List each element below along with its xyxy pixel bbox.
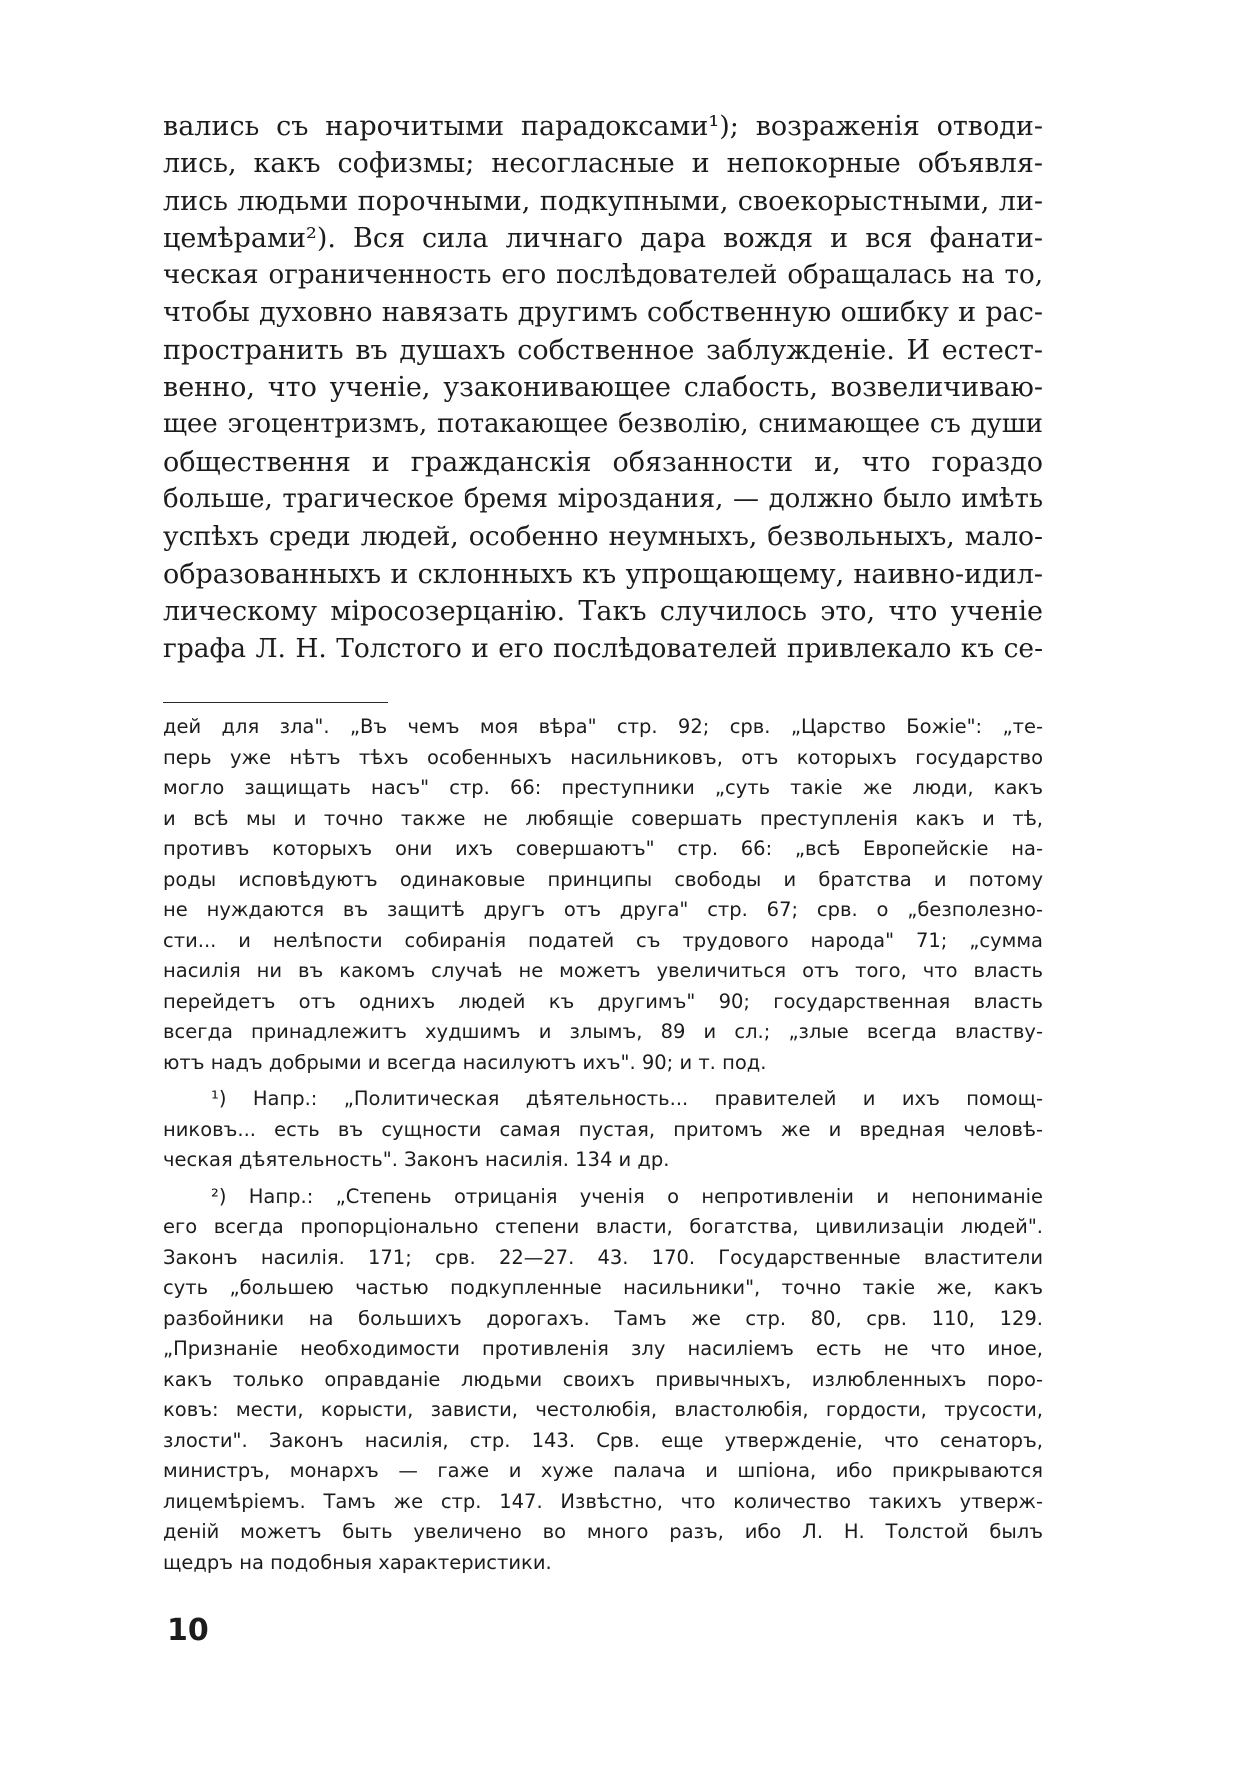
footnote-line: „Признаніе необходимости противленія злу насиліемъ есть не что иное, [163,1337,1043,1360]
footnote-line: ютъ надъ добрыми и всегда насилуютъ ихъ". 90; и т. под. [163,1050,767,1074]
footnote-line: всегда принадлежитъ худшимъ и злымъ, 89 и сл.; „злые всегда властву- [163,1020,1043,1043]
footnote-line: могло защищать насъ" стр. 66: преступники „суть такіе же люди, какъ [163,776,1043,799]
page-number: 10 [167,1613,209,1648]
main-text-line: цемѣрами²). Вся сила личнаго дара вождя и вся фанати- [163,222,1043,254]
footnote-line: сти... и нелѣпости собиранія податей съ трудового народа" 71; „сумма [163,928,1043,952]
footnote-separator [163,702,388,703]
footnote-line: не нуждаются въ защитѣ другъ отъ друга" стр. 67; срв. о „безполезно- [163,898,1043,921]
footnote-line: противъ которыхъ они ихъ совершаютъ" стр. 66: „всѣ Европейскіе на- [163,837,1043,860]
footnote-line: министръ, монархъ — гаже и хуже палача и шпіона, ибо прикрываются [163,1459,1043,1482]
footnote-line: какъ только оправданіе людьми своихъ привычныхъ, излюбленныхъ поро- [163,1367,1043,1391]
footnote-line: щедръ на подобныя характеристики. [163,1550,552,1574]
footnote-line: деній можетъ быть увеличено во много разъ, ибо Л. Н. Толстой былъ [163,1520,1043,1543]
main-text-line: лическому міросозерцанію. Такъ случилось это, что ученіе [163,595,1043,627]
footnote-line: злости". Законъ насилія, стр. 143. Срв. еще утвержденіе, что сенаторъ, [163,1428,1043,1452]
footnote-line: ческая дѣятельность". Законъ насилія. 134 и др. [163,1148,670,1171]
main-text-line: вались съ нарочитыми парадоксами¹); возраженія отводи- [163,111,1043,142]
footnote-line: ковъ: мести, корысти, зависти, честолюбія, властолюбія, гордости, трусости, [163,1398,1043,1421]
main-text-line: образованныхъ и склонныхъ къ упрощающему, наивно-идил- [163,558,1043,590]
footnote-line: никовъ... есть въ сущности самая пустая, притомъ же и вредная человѣ- [163,1117,1043,1141]
main-text-line: щее эгоцентризмъ, потакающее безволію, снимающее съ души [163,409,1043,440]
footnote-line: перейдетъ отъ однихъ людей къ другимъ" 90; государственная власть [163,989,1043,1013]
footnote-1 [163,1084,1043,1176]
main-text-line: пространить въ душахъ собственное заблужденіе. И естест- [163,334,1043,366]
footnote-line: разбойники на большихъ дорогахъ. Тамъ же стр. 80, срв. 110, 129. [163,1306,1043,1330]
footnote-line: и всѣ мы и точно также не любящіе совершать преступленія какъ и тѣ, [163,806,1043,830]
main-text-line: успѣхъ среди людей, особенно неумныхъ, безвольныхъ, мало- [163,521,1043,553]
footnote-line: роды исповѣдуютъ одинаковые принципы свободы и братства и потому [163,867,1043,891]
main-text-line: ческая ограниченность его послѣдователей обращалась на то, [163,260,1043,291]
main-text-line: чтобы духовно навязать другимъ собственную ошибку и рас- [163,297,1043,329]
main-text-line: венно, что ученіе, узаконивающее слабость, возвеличиваю- [163,372,1043,404]
footnote-continuation [163,712,1043,1078]
footnote-line: суть „большею частью подкупленные насильники", точно такіе же, какъ [163,1276,1043,1299]
main-text-line: обществення и гражданскія обязанности и, что гораздо [163,446,1043,478]
main-text-line: больше, трагическое бремя міроздания, — должно было имѣть [163,483,1043,514]
footnote-line: ²) Напр.: „Степень отрицанія ученія о непротивленіи и непониманіе [211,1184,1043,1208]
footnote-line: ¹) Напр.: „Политическая дѣятельность... правителей и ихъ помощ- [211,1087,1043,1110]
footnotes [163,712,1043,1578]
footnote-line: лицемѣріемъ. Тамъ же стр. 147. Извѣстно, что количество такихъ утверж- [163,1489,1043,1513]
footnote-line: насилія ни въ какомъ случаѣ не можетъ увеличиться отъ того, что власть [163,959,1043,982]
main-text-line: лись, какъ софизмы; несогласные и непокорные объявля- [163,148,1043,180]
main-text-body [163,108,1043,667]
footnote-line: Законъ насилія. 171; срв. 22—27. 43. 170. Государственные властители [163,1245,1043,1269]
footnote-2 [163,1182,1043,1579]
main-text-line: лись людьми порочными, подкупными, своекорыстными, ли- [163,185,1043,217]
main-text-line: графа Л. Н. Толстого и его послѣдователей привлекало къ се- [163,633,1043,665]
footnote-line: перь уже нѣтъ тѣхъ особенныхъ насильниковъ, отъ которыхъ государство [163,745,1043,769]
footnote-line: его всегда пропорціонально степени власти, богатства, цивилизаціи людей". [163,1215,1043,1238]
footnote-line: дей для зла". „Въ чемъ моя вѣра" стр. 92; срв. „Царство Божіе": „те- [163,715,1043,738]
